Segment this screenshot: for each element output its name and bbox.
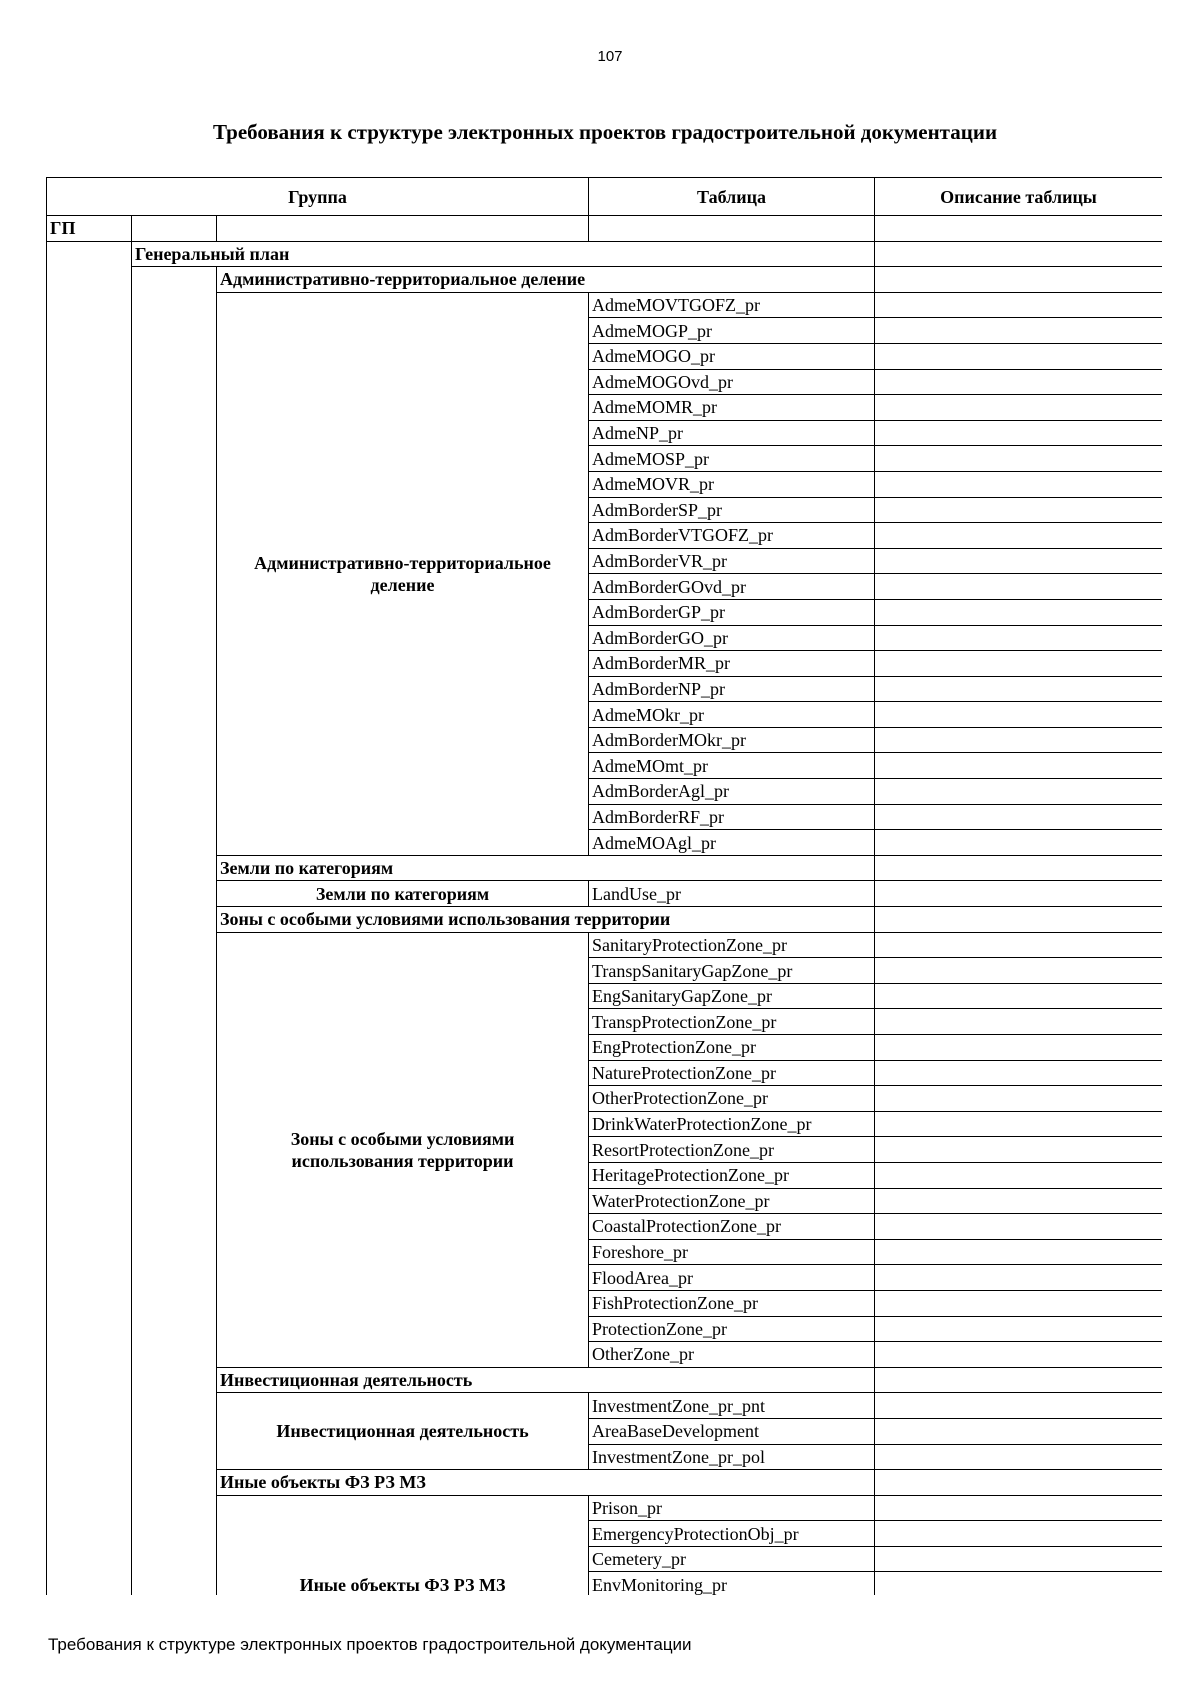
page-number: 107 [597,48,623,65]
table-name: AdmBorderMOkr_pr [589,727,875,753]
table-description [875,1137,1162,1163]
section-title: Административно-территориальное деление [217,267,875,293]
empty-cell [132,216,217,242]
table-description [875,1495,1162,1521]
table-description [875,804,1162,830]
table-description [875,1111,1162,1137]
table-name: AdmeMOVTGOFZ_pr [589,292,875,318]
table-name: DrinkWaterProtectionZone_pr [589,1111,875,1137]
table-description [875,574,1162,600]
table-description [875,1188,1162,1214]
table-name: AdmBorderGOvd_pr [589,574,875,600]
table-name: AdmeMOGP_pr [589,318,875,344]
table-name: OtherProtectionZone_pr [589,1086,875,1112]
table-description [875,1035,1162,1061]
table-name: FloodArea_pr [589,1265,875,1291]
table-description [875,420,1162,446]
document-title: Требования к структуре электронных проектов градостроительной документации [212,120,998,144]
table-name: AdmeMOGO_pr [589,343,875,369]
table-name: AdmeMOAgl_pr [589,830,875,856]
table-description [875,446,1162,472]
table-description [875,1393,1162,1419]
table-description [875,599,1162,625]
level2-row [47,241,1163,267]
level1-label: ГП [47,216,132,242]
table-name: AdmBorderSP_pr [589,497,875,523]
table-description [875,958,1162,984]
table-description [875,1572,1162,1595]
table-description [875,676,1162,702]
table-description [875,727,1162,753]
table-description [875,625,1162,651]
table-name: ProtectionZone_pr [589,1316,875,1342]
subgroup-label: Инвестиционная деятельность [217,1393,589,1470]
table-description [875,753,1162,779]
section-title: Земли по категориям [217,855,875,881]
empty-cell [875,855,1162,881]
table-name: EmergencyProtectionObj_pr [589,1521,875,1547]
table-description [875,343,1162,369]
table-name: AdmBorderAgl_pr [589,779,875,805]
table-name: InvestmentZone_pr_pol [589,1444,875,1470]
subgroup-label: Зоны с особыми условиями использования территории [217,932,589,1367]
table-name: EnvMonitoring_pr [589,1572,875,1595]
empty-cell [875,241,1162,267]
table-name: OtherZone_pr [589,1342,875,1368]
table-name: EngProtectionZone_pr [589,1035,875,1061]
table-description [875,292,1162,318]
subgroup-label: Административно-территориальное деление [217,292,589,855]
header-group: Группа [47,178,589,216]
table-name: InvestmentZone_pr_pnt [589,1393,875,1419]
table-name: AdmBorderGP_pr [589,599,875,625]
table-description [875,1214,1162,1240]
table-name: ResortProtectionZone_pr [589,1137,875,1163]
table-description [875,1521,1162,1547]
table-description [875,1342,1162,1368]
table-name: AdmBorderVTGOFZ_pr [589,523,875,549]
table-name: LandUse_pr [589,881,875,907]
table-description [875,932,1162,958]
table-description [875,523,1162,549]
table-name: WaterProtectionZone_pr [589,1188,875,1214]
subgroup-label: Иные объекты ФЗ РЗ МЗ [217,1495,589,1595]
table-description [875,1444,1162,1470]
table-description [875,983,1162,1009]
table-name: HeritageProtectionZone_pr [589,1162,875,1188]
table-name: NatureProtectionZone_pr [589,1060,875,1086]
table-name: AdmeMOmt_pr [589,753,875,779]
header-description: Описание таблицы [875,178,1162,216]
table-description [875,1060,1162,1086]
level1-spacer [47,241,132,1595]
level1-row [47,216,1163,242]
table-description [875,548,1162,574]
table-description [875,1546,1162,1572]
table-name: SanitaryProtectionZone_pr [589,932,875,958]
table-name: AdmeMOSP_pr [589,446,875,472]
table-description [875,830,1162,856]
table-name: AdmBorderGO_pr [589,625,875,651]
table-name: AdmBorderRF_pr [589,804,875,830]
table-name: CoastalProtectionZone_pr [589,1214,875,1240]
table-description [875,1009,1162,1035]
table-description [875,1316,1162,1342]
table-name: AdmeMOVR_pr [589,471,875,497]
level2-label: Генеральный план [132,241,875,267]
table-description [875,369,1162,395]
structure-table [46,177,1162,1595]
table-name: AdmeMOkr_pr [589,702,875,728]
table-name: AdmeNP_pr [589,420,875,446]
table-description [875,1265,1162,1291]
table-description [875,651,1162,677]
table-description [875,471,1162,497]
table-description [875,702,1162,728]
table-name: AdmeMOMR_pr [589,395,875,421]
table-description [875,1162,1162,1188]
table-description [875,1086,1162,1112]
table-name: Foreshore_pr [589,1239,875,1265]
table-name: TranspSanitaryGapZone_pr [589,958,875,984]
section-title-row [47,267,1163,293]
empty-cell [875,1470,1162,1496]
table-name: AreaBaseDevelopment [589,1418,875,1444]
empty-cell [875,216,1162,242]
section-title: Инвестиционная деятельность [217,1367,875,1393]
table-header-row [47,178,1163,216]
subgroup-label: Земли по категориям [217,881,589,907]
table-description [875,881,1162,907]
empty-cell [875,1367,1162,1393]
page-footer: Требования к структуре электронных проектов градостроительной документации [48,1635,692,1654]
empty-cell [217,216,589,242]
empty-cell [875,267,1162,293]
structure-table-wrapper [46,177,1162,1595]
section-title: Иные объекты ФЗ РЗ МЗ [217,1470,875,1496]
table-name: Prison_pr [589,1495,875,1521]
empty-cell [875,907,1162,933]
table-description [875,1290,1162,1316]
table-name: AdmeMOGOvd_pr [589,369,875,395]
table-name: AdmBorderVR_pr [589,548,875,574]
table-description [875,497,1162,523]
table-description [875,779,1162,805]
table-description [875,318,1162,344]
table-name: FishProtectionZone_pr [589,1290,875,1316]
header-table: Таблица [589,178,875,216]
table-name: AdmBorderMR_pr [589,651,875,677]
table-name: TranspProtectionZone_pr [589,1009,875,1035]
level2-spacer [132,267,217,1595]
table-name: EngSanitaryGapZone_pr [589,983,875,1009]
empty-cell [589,216,875,242]
table-name: AdmBorderNP_pr [589,676,875,702]
table-name: Cemetery_pr [589,1546,875,1572]
table-description [875,395,1162,421]
table-description [875,1239,1162,1265]
section-title: Зоны с особыми условиями использования территории [217,907,875,933]
table-description [875,1418,1162,1444]
